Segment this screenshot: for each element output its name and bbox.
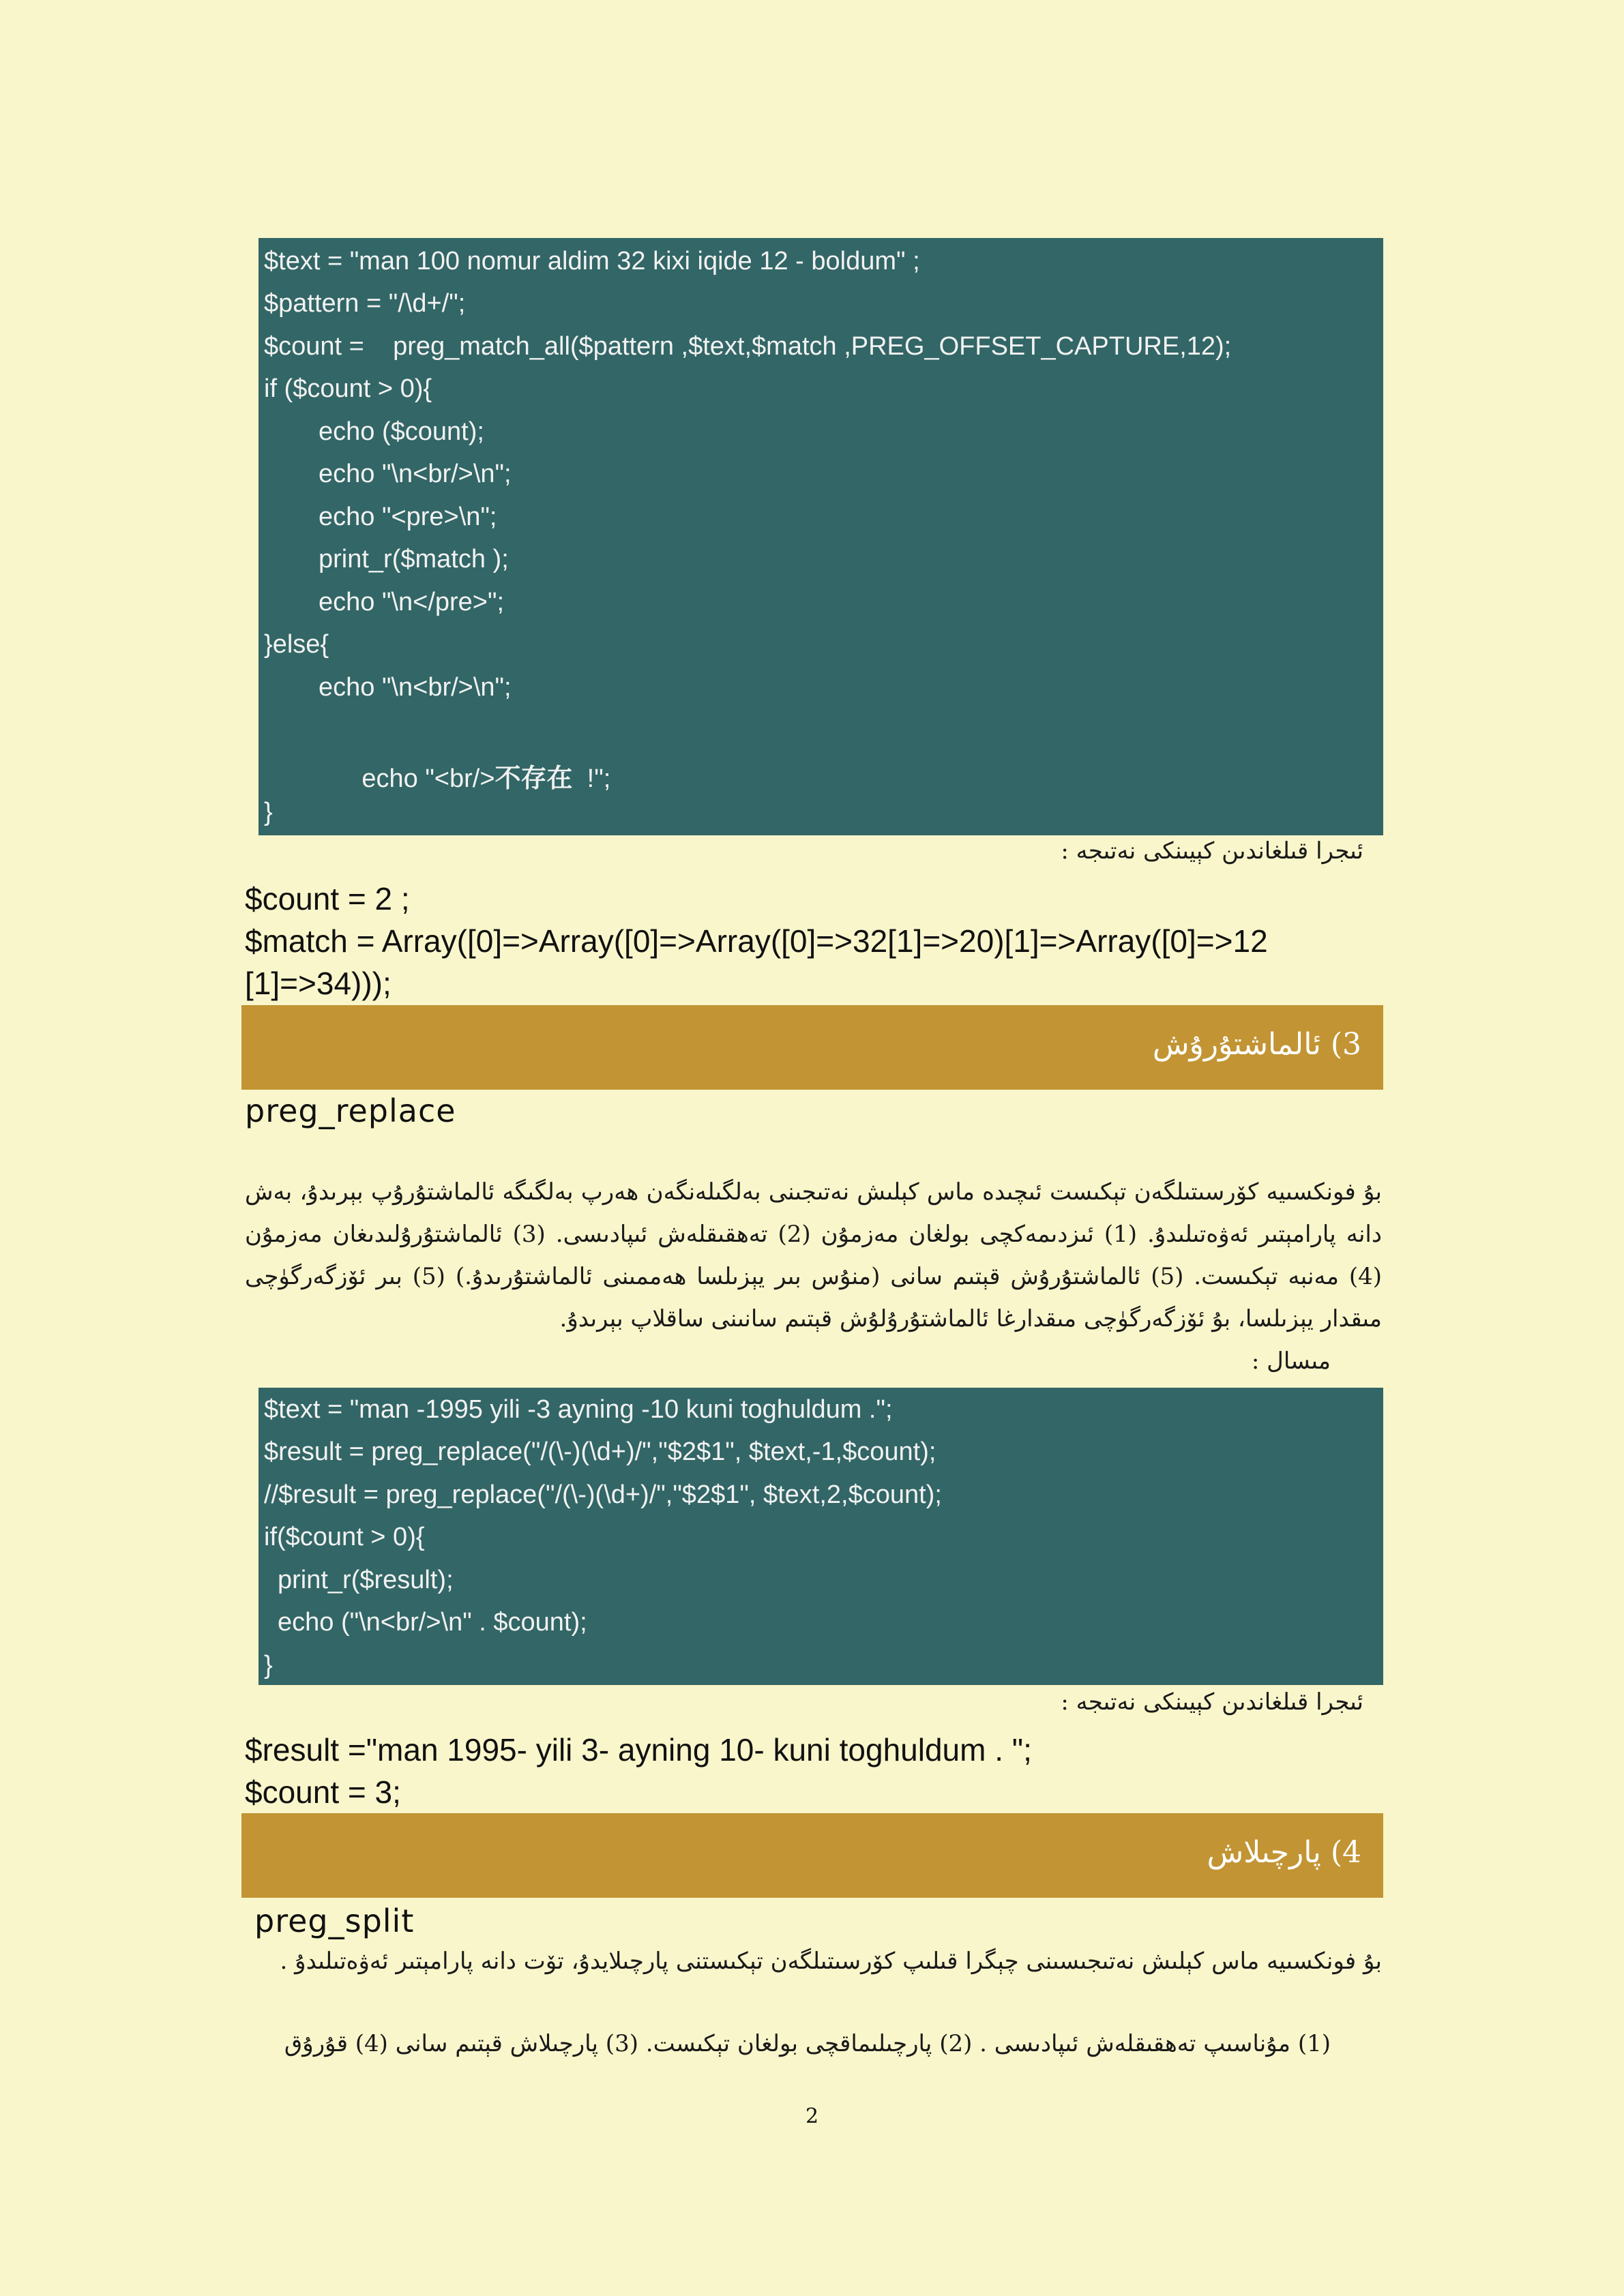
code-block-preg-match-all — [259, 238, 1383, 835]
section-paragraph: بۇ فونكسىيە ماس كېلىش نەتىجىسىنى چېگرا قىلىپ كۆرسىتىلگەن تېكىستنى پارچىلايدۇ، تۆت دانە پارامېتىر ئەۋەتىلىدۇ . — [280, 1948, 1382, 1975]
code-line: $text = "man -1995 yili -3 ayning -10 kuni toghuldum ."; — [264, 1395, 893, 1424]
section-title: 4) پارچىلاش — [1207, 1835, 1361, 1870]
result-line: $count = 3; — [245, 1774, 401, 1810]
result-line: $count = 2 ; — [245, 881, 410, 916]
code-line: $result = preg_replace("/(\-)(\d+)/","$2$1", $text,-1,$count); — [264, 1437, 936, 1466]
code-line: //$result = preg_replace("/(\-)(\d+)/","$2$1", $text,2,$count); — [264, 1480, 942, 1509]
code-line: echo "<pre>\n"; — [319, 503, 497, 531]
code-line: $text = "man 100 nomur aldim 32 kixi iqide 12 - boldum" ; — [264, 247, 920, 275]
code-line: if ($count > 0){ — [264, 374, 432, 403]
result-caption: ئىجرا قىلغاندىن كېيىنكى نەتىجە : — [1061, 837, 1363, 865]
code-text: !"; — [572, 764, 611, 793]
code-line: $count = preg_match_all($pattern ,$text,$match ,PREG_OFFSET_CAPTURE,12); — [264, 332, 1232, 361]
function-name: preg_split — [254, 1903, 415, 1939]
code-line: } — [264, 798, 273, 826]
code-text: echo "<br/> — [361, 764, 495, 793]
code-block-preg-replace — [259, 1388, 1383, 1685]
code-line: } — [264, 1651, 273, 1680]
result-caption: ئىجرا قىلغاندىن كېيىنكى نەتىجە : — [1061, 1688, 1363, 1716]
code-line: }else{ — [264, 630, 329, 659]
section-header-replace — [241, 1005, 1383, 1090]
result-line: $result ="man 1995- yili 3- ayning 10- kuni toghuldum . "; — [245, 1732, 1032, 1768]
code-chinese-text: 不存在 — [494, 764, 573, 793]
code-line: echo "\n<br/>\n"; — [319, 460, 512, 488]
function-name: preg_replace — [245, 1092, 456, 1129]
code-line: print_r($match ); — [319, 545, 509, 573]
code-line — [319, 734, 610, 824]
section-title: 3) ئالماشتۇرۇش — [1152, 1027, 1361, 1062]
page-number: 2 — [805, 2104, 819, 2128]
code-line: if($count > 0){ — [264, 1523, 425, 1551]
section-paragraph: بۇ فونكسىيە كۆرسىتىلگەن تېكىست ئىچىدە ماس كېلىش نەتىجىنى بەلگىلەنگەن ھەرپ بەلگىگە ئالماشتۇرۇپ بېرىدۇ، بەش دانە پارامېتىر ئەۋەتىلىدۇ. (1) ئىزدىمەكچى بولغان مەزمۇن (2) تەھقىقلەش ئىپادىسى. (3) ئالماشتۇرۇلىدىغان مەزمۇن (4) مەنبە تېكىست. (5) ئالماشتۇرۇش قېتىم سانى (منۇس بىر يېزىلسا ھەممىنى ئالماشتۇرىدۇ.) (5) بىر ئۆزگەرگۈچى مىقدار يېزىلسا، بۇ ئۆزگەرگۈچى مىقدارغا ئالماشتۇرۇلۇش قېتىم سانىنى ساقلاپ بېرىدۇ. — [245, 1178, 1382, 1332]
code-line: print_r($result); — [278, 1566, 454, 1594]
code-line: echo "\n</pre>"; — [319, 588, 505, 616]
example-label: مىسال : — [1251, 1347, 1331, 1375]
code-line: $pattern = "/\d+/"; — [264, 289, 466, 318]
result-line: $match = Array([0]=>Array([0]=>Array([0]=>32[1]=>20)[1]=>Array([0]=>12 — [245, 923, 1268, 959]
code-line: echo ("\n<br/>\n" . $count); — [278, 1608, 587, 1637]
section-header-split — [241, 1813, 1383, 1898]
params-line: (1) مۇناسىپ تەھقىقلەش ئىپادىسى . (2) پارچىلىماقچى بولغان تېكىست. (3) پارچىلاش قېتىم سانى (4) قۇرۇق — [284, 2030, 1331, 2057]
result-line: [1]=>34))); — [245, 966, 392, 1001]
code-line: echo ($count); — [319, 417, 484, 446]
code-line: echo "\n<br/>\n"; — [319, 673, 512, 702]
